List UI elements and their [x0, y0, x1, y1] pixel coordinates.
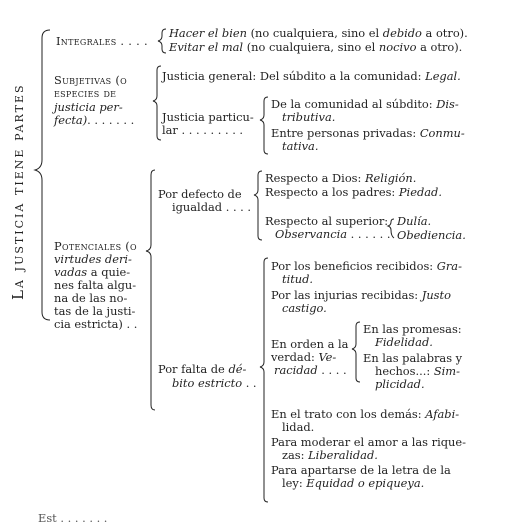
potenciales-label-5: na de las no-	[54, 291, 128, 305]
superior-line-2: Observancia . . . . . .	[275, 227, 391, 241]
subjetivas-label-2: especies de	[54, 86, 117, 100]
verdad-line-1: En orden a la	[271, 337, 349, 351]
integrales-label: Integrales . . . .	[56, 34, 148, 48]
conmutativa-line-2: tativa.	[282, 139, 319, 153]
castigo-line-2: castigo.	[282, 301, 327, 315]
subjetivas-brace	[153, 66, 161, 140]
verdad-line-2: verdad: Ve-	[271, 350, 337, 364]
distributiva-line-2: tributiva.	[282, 110, 336, 124]
verdad-line-3: racidad . . . .	[274, 363, 347, 377]
liberalidad-line-1: Para moderar el amor a las rique-	[271, 435, 466, 449]
potenciales-label-1: Potenciales (o	[54, 239, 137, 253]
integrales-line-2: Evitar el mal (no cualquiera, sino el nocivo a otro).	[169, 40, 463, 54]
main-brace	[35, 30, 50, 320]
justicia-general: Justicia general: Del súbdito a la comunidad: Legal.	[162, 69, 461, 83]
potenciales-brace	[146, 170, 155, 410]
potenciales-label-3: vadas a quie-	[54, 265, 131, 279]
dulia-term: Dulía.	[397, 214, 432, 228]
particular-brace	[260, 97, 268, 154]
castigo-line-1: Por las injurias recibidas: Justo	[271, 288, 451, 302]
potenciales-label-6: tas de la justi-	[54, 304, 136, 318]
liberalidad-line-2: zas: Liberalidad.	[282, 448, 378, 462]
equidad-line-1: Para apartarse de la letra de la	[271, 463, 451, 477]
justicia-particular-1: Justicia particu-	[162, 110, 254, 124]
equidad-line-2: ley: Equidad o epiqueya.	[282, 476, 425, 490]
debito-label-1: Por falta de dé-	[158, 362, 247, 376]
defecto-label-2: igualdad . . . .	[172, 200, 252, 214]
potenciales-label-7: cia estricta) . .	[54, 317, 138, 331]
subjetivas-label-1: Subjetivas (o	[54, 73, 127, 87]
defecto-brace	[254, 171, 262, 240]
debito-label-2: bito estricto . .	[172, 376, 257, 390]
subjetivas-label-4: fecta). . . . . . .	[54, 113, 135, 127]
verdad-brace	[352, 322, 360, 382]
defecto-label-1: Por defecto de	[158, 187, 242, 201]
potenciales-label-2: virtudes deri-	[54, 252, 132, 266]
potenciales-label-4: nes falta algu-	[54, 278, 137, 292]
conmutativa-line-1: Entre personas privadas: Conmu-	[271, 126, 465, 140]
subjetivas-label-3: justicia per-	[54, 100, 123, 114]
palabras-line-1: En las palabras y	[363, 351, 463, 365]
justicia-particular-2: lar . . . . . . . . .	[162, 123, 244, 137]
integrales-line-1: Hacer el bien (no cualquiera, sino el debido a otro).	[169, 26, 468, 40]
promesas-line-1: En las promesas:	[363, 322, 462, 336]
debito-brace	[260, 258, 268, 502]
promesas-line-2: Fidelidad.	[375, 335, 433, 349]
distributiva-line-1: De la comunidad al súbdito: Dis-	[271, 97, 459, 111]
palabras-line-3: plicidad.	[375, 377, 425, 391]
gratitud-line-2: titud.	[282, 272, 314, 286]
vertical-title: La justicia tiene partes	[9, 83, 27, 300]
superior-line-1: Respecto al superior:	[265, 214, 389, 228]
integrales-brace	[158, 29, 166, 53]
afabilidad-line-1: En el trato con los demás: Afabi-	[271, 407, 460, 421]
religion-line: Respecto a Dios: Religión.	[265, 171, 417, 185]
footer-fragment: Est . . . . . . .	[38, 511, 108, 525]
afabilidad-line-2: lidad.	[282, 420, 315, 434]
obediencia-term: Obediencia.	[397, 228, 466, 242]
palabras-line-2: hechos...: Sim-	[375, 364, 460, 378]
piedad-line: Respecto a los padres: Piedad.	[265, 185, 442, 199]
gratitud-line-1: Por los beneficios recibidos: Gra-	[271, 259, 462, 273]
